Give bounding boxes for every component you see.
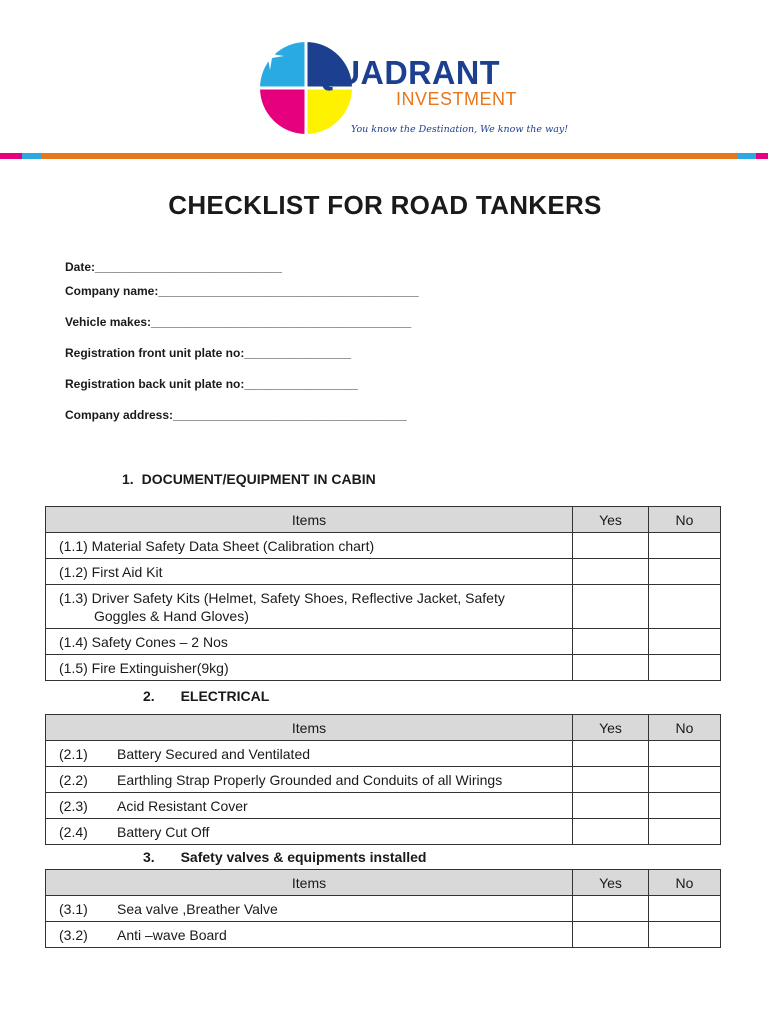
item-code: (2.2)	[59, 771, 88, 788]
no-cell[interactable]	[649, 741, 721, 767]
yes-cell[interactable]	[573, 629, 649, 655]
item-code: (2.4)	[59, 823, 88, 840]
item-cell	[46, 793, 573, 819]
item-text-line: Goggles & Hand Gloves)	[94, 607, 249, 624]
section-title: Safety valves & equipments installed	[180, 849, 427, 865]
section2-table	[45, 714, 721, 845]
section3-heading	[143, 849, 426, 865]
yes-cell[interactable]	[573, 896, 649, 922]
item-text: Anti –wave Board	[117, 926, 227, 943]
yes-cell[interactable]	[573, 741, 649, 767]
vehicle-makes-field: Vehicle makes:_______________________________________	[65, 315, 412, 329]
items-header: Items	[46, 870, 573, 896]
reg-back-field: Registration back unit plate no:_________________	[65, 377, 358, 391]
table-row	[46, 533, 721, 559]
item-cell: (1.2) First Aid Kit	[46, 559, 573, 585]
yes-cell[interactable]	[573, 819, 649, 845]
date-field: Date:____________________________	[65, 260, 282, 274]
item-cell	[46, 922, 573, 948]
item-code: (2.1)	[59, 745, 88, 762]
item-cell: (1.5) Fire Extinguisher(9kg)	[46, 655, 573, 681]
no-cell[interactable]	[649, 655, 721, 681]
no-cell[interactable]	[649, 896, 721, 922]
no-cell[interactable]	[649, 767, 721, 793]
section1-table	[45, 506, 721, 681]
item-cell: (1.4) Safety Cones – 2 Nos	[46, 629, 573, 655]
table-row	[46, 922, 721, 948]
no-cell[interactable]	[649, 533, 721, 559]
table-row	[46, 819, 721, 845]
item-text: Sea valve ,Breather Valve	[117, 900, 278, 917]
table-header-row	[46, 715, 721, 741]
table-row	[46, 767, 721, 793]
no-cell[interactable]	[649, 585, 721, 629]
no-cell[interactable]	[649, 819, 721, 845]
no-cell[interactable]	[649, 793, 721, 819]
item-cell	[46, 819, 573, 845]
yes-header: Yes	[573, 507, 649, 533]
table-header-row	[46, 507, 721, 533]
section-title: ELECTRICAL	[180, 688, 270, 704]
table-header-row	[46, 870, 721, 896]
items-header: Items	[46, 507, 573, 533]
no-header: No	[649, 715, 721, 741]
item-code: (3.1)	[59, 900, 88, 917]
section-number: 1.	[122, 471, 134, 487]
item-text: Battery Cut Off	[117, 823, 210, 840]
section-title: DOCUMENT/EQUIPMENT IN CABIN	[141, 471, 376, 487]
no-header: No	[649, 507, 721, 533]
section-number: 2.	[143, 688, 155, 704]
reg-front-field: Registration front unit plate no:________________	[65, 346, 352, 360]
header-stripe	[0, 153, 768, 159]
yes-cell[interactable]	[573, 533, 649, 559]
section-number: 3.	[143, 849, 155, 865]
table-row	[46, 896, 721, 922]
items-header: Items	[46, 715, 573, 741]
table-row	[46, 559, 721, 585]
no-cell[interactable]	[649, 559, 721, 585]
brand-name: QUADRANT	[311, 54, 500, 91]
page-title: CHECKLIST FOR ROAD TANKERS	[168, 190, 602, 220]
brand-subtitle: INVESTMENT	[396, 89, 518, 109]
no-header: No	[649, 870, 721, 896]
item-text: Earthling Strap Properly Grounded and Conduits of all Wirings	[117, 771, 503, 788]
yes-cell[interactable]	[573, 922, 649, 948]
section3-table	[45, 869, 721, 948]
yes-cell[interactable]	[573, 767, 649, 793]
table-row	[46, 585, 721, 629]
table-row	[46, 793, 721, 819]
table-row	[46, 741, 721, 767]
item-cell	[46, 896, 573, 922]
no-cell[interactable]	[649, 629, 721, 655]
yes-cell[interactable]	[573, 559, 649, 585]
table-row	[46, 629, 721, 655]
item-cell	[46, 741, 573, 767]
company-name-field: Company name:_______________________________________	[65, 284, 419, 298]
company-logo	[252, 38, 569, 146]
yes-cell[interactable]	[573, 793, 649, 819]
item-text: Acid Resistant Cover	[117, 797, 248, 814]
item-code: (2.3)	[59, 797, 88, 814]
item-text: Battery Secured and Ventilated	[117, 745, 311, 762]
yes-header: Yes	[573, 715, 649, 741]
yes-cell[interactable]	[573, 585, 649, 629]
item-text-line: (1.3) Driver Safety Kits (Helmet, Safety Shoes, Reflective Jacket, Safety	[59, 589, 505, 606]
item-cell: (1.1) Material Safety Data Sheet (Calibration chart)	[46, 533, 573, 559]
item-code: (3.2)	[59, 926, 88, 943]
item-cell	[46, 767, 573, 793]
no-cell[interactable]	[649, 922, 721, 948]
yes-cell[interactable]	[573, 655, 649, 681]
company-address-field: Company address:___________________________________	[65, 408, 407, 422]
item-cell	[46, 585, 573, 629]
yes-header: Yes	[573, 870, 649, 896]
table-row	[46, 655, 721, 681]
brand-tagline: You know the Destination, We know the way!	[351, 124, 569, 135]
section1-heading	[122, 471, 376, 487]
section2-heading	[143, 688, 269, 704]
